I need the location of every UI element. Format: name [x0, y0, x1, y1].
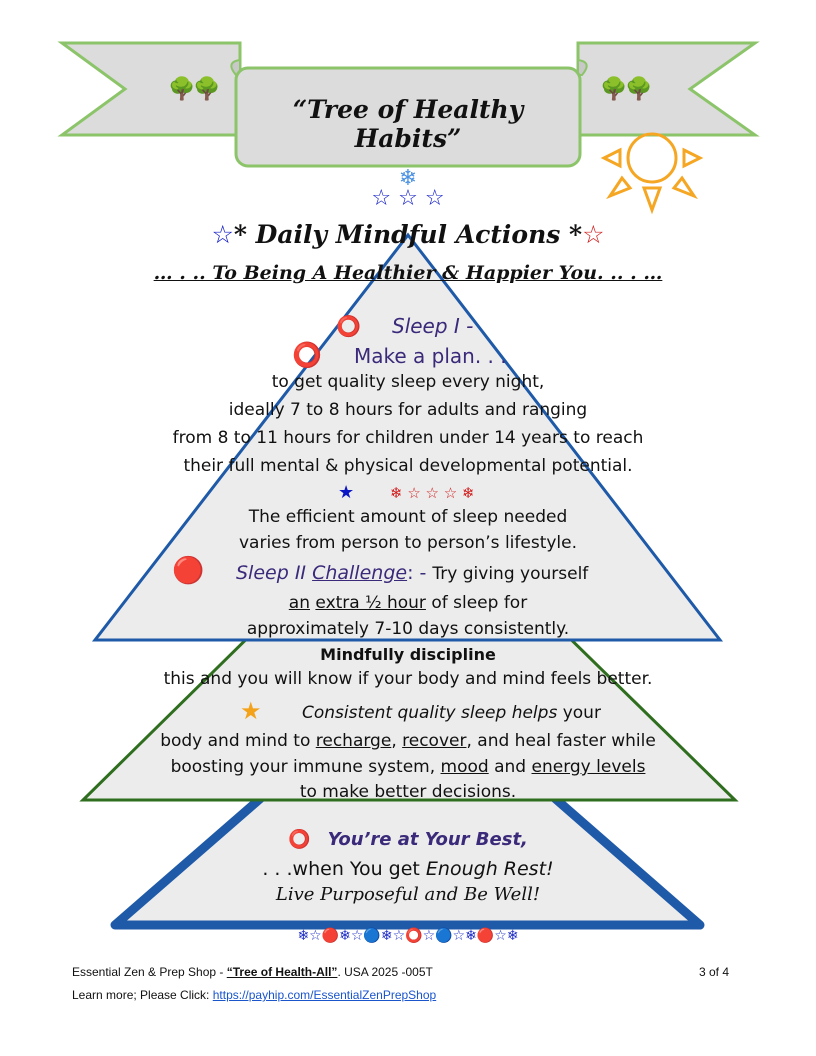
banner-title: “Tree of Healthy Habits”	[292, 95, 524, 153]
tree-icons-left: 🌳🌳	[168, 77, 219, 102]
text: , and heal faster while	[466, 731, 656, 751]
text: . . .when You get	[262, 858, 426, 880]
red-circle-icon: 🔴	[172, 556, 205, 586]
footer-line-1	[72, 965, 433, 979]
challenge-word: Challenge	[312, 562, 408, 584]
mindfully-discipline: Mindfully discipline	[320, 645, 496, 664]
enough-rest: Enough Rest!	[425, 858, 554, 880]
extra-rest: of sleep for	[425, 593, 528, 613]
challenge-text: Try giving yourself	[432, 564, 589, 584]
sleep-line-3: from 8 to 11 hours for children under 14 years to reach	[172, 428, 644, 448]
decisions-line: to make better decisions.	[299, 782, 517, 802]
recover-word: recover	[402, 731, 467, 751]
star-icon: ★	[338, 482, 355, 503]
efficient-line-2: varies from person to person’s lifestyle.	[238, 533, 578, 553]
footer-learn: Learn more; Please Click:	[72, 988, 213, 1002]
best-text: You’re at Your Best,	[327, 829, 528, 850]
best-line	[0, 829, 816, 850]
snowflake-icon: ❄	[398, 166, 418, 191]
enough-rest-line	[0, 858, 816, 880]
tree-icons-right: 🌳🌳	[600, 77, 651, 102]
consistent-rest: your	[557, 703, 601, 723]
decorative-row: ❄ ☆ ☆ ☆ ❄	[390, 484, 475, 502]
circle-icon: ⭕	[288, 829, 311, 850]
live-purposeful: Live Purposeful and Be Well!	[275, 884, 541, 905]
feels-better-line: this and you will know if your body and mind feels better.	[163, 669, 653, 689]
footer-line-2	[72, 988, 436, 1002]
sleep-line-2: ideally 7 to 8 hours for adults and ranging	[228, 400, 588, 420]
text: and	[488, 757, 532, 777]
footer-title: “Tree of Health-All”	[226, 965, 338, 979]
boosting-line	[0, 757, 816, 777]
energy-word: energy levels	[531, 757, 646, 777]
circle-icon: ⭕	[292, 341, 322, 369]
efficient-line-1: The efficient amount of sleep needed	[248, 507, 568, 527]
extra-hour-line	[0, 593, 816, 613]
subtitle: … . .. To Being A Healthier & Happier You. .. . …	[153, 262, 663, 284]
daily-title: * Daily Mindful Actions *	[233, 220, 583, 249]
challenge-label: Sleep II	[236, 562, 307, 584]
daily-heading	[0, 220, 816, 249]
footer-rest: . USA 2025 -005T	[337, 965, 433, 979]
consistent-line	[302, 703, 601, 723]
consistent-italic: Consistent quality sleep helps	[302, 703, 558, 723]
extra-half: extra ½ hour	[315, 593, 426, 613]
challenge-suffix: : -	[407, 562, 427, 584]
recharge-word: recharge	[315, 731, 392, 751]
sleep-one-title: Sleep I -	[392, 314, 474, 338]
make-plan: Make a plan. . .	[354, 344, 507, 368]
mood-word: mood	[440, 757, 489, 777]
page-number: 3 of 4	[699, 965, 730, 979]
star-icon: ☆	[211, 220, 234, 249]
sleep-line-1: to get quality sleep every night,	[271, 372, 545, 392]
orange-star-icon: ★	[240, 697, 262, 725]
footer-shop: Essential Zen & Prep Shop -	[72, 965, 227, 979]
approx-line: approximately 7-10 days consistently.	[246, 619, 570, 639]
recharge-line	[0, 731, 816, 751]
text: ,	[391, 731, 403, 751]
star-icon: ☆	[582, 220, 605, 249]
text: body and mind to	[160, 731, 316, 751]
bottom-decorative-row: ❄☆🔴❄☆🔵❄☆⭕☆🔵☆❄🔴☆❄	[297, 928, 519, 944]
text: boosting your immune system,	[170, 757, 441, 777]
sleep-line-4: their full mental & physical developmental potential.	[183, 456, 633, 476]
circle-icon: ⭕	[336, 314, 361, 338]
challenge-line	[236, 562, 588, 584]
extra-an: an	[288, 593, 310, 613]
top-stars: ☆ ☆ ☆	[371, 186, 445, 211]
payhip-link[interactable]: https://payhip.com/EssentialZenPrepShop	[212, 988, 437, 1002]
